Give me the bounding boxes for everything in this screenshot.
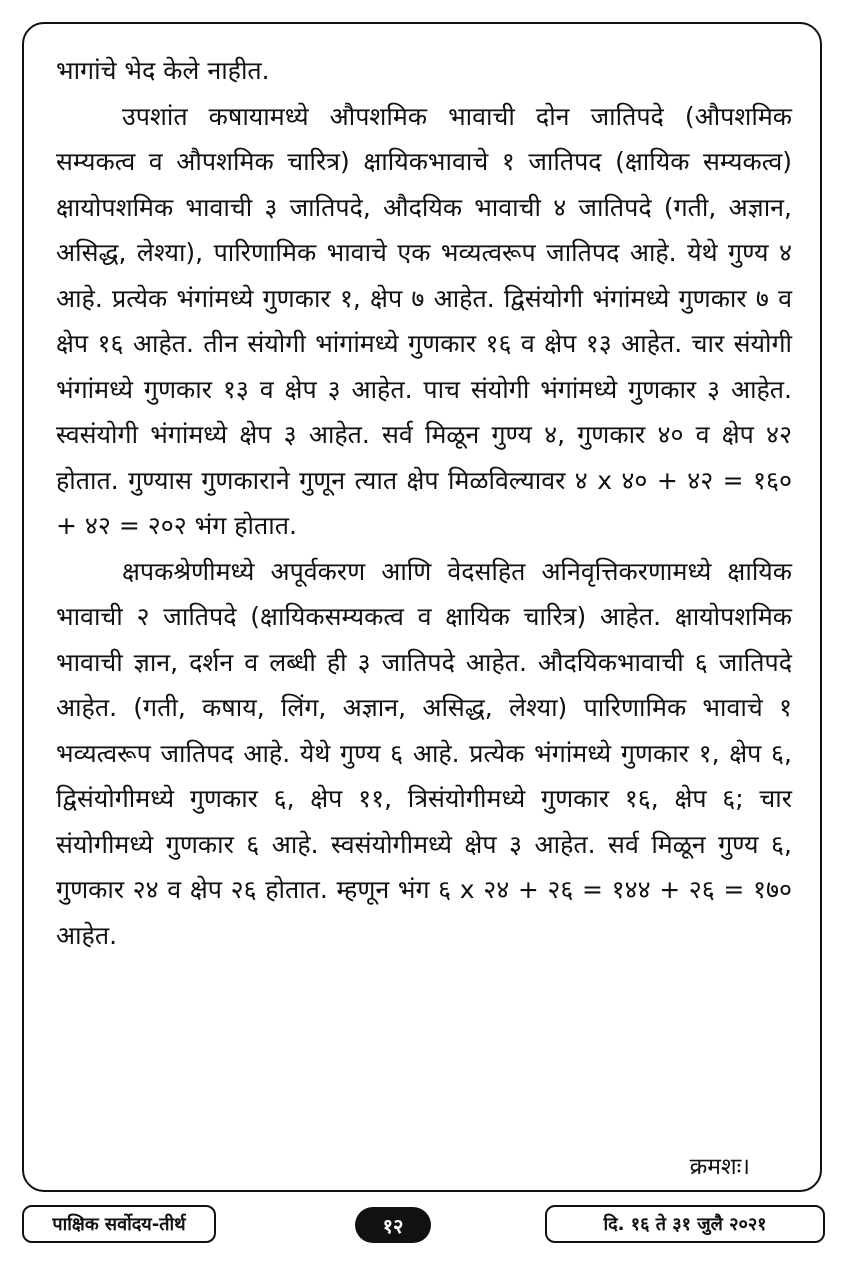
paragraph-continuation: भागांचे भेद केले नाहीत. xyxy=(56,56,270,85)
article-body xyxy=(56,48,792,958)
paragraph-upashant: उपशांत कषायामध्ये औपशमिक भावाची दोन जातिपदे (औपशमिक सम्यकत्व व औपशमिक चारित्र) क्षायिकभावाचे १ जातिपद (क्षायिक सम्यकत्व) क्षायोपशमिक भावाची ३ जातिपदे, औदयिक भावाची ४ जातिपदे (गती, अज्ञान, असिद्ध, लेश्या), पारिणामिक भावाचे एक भव्यत्वरूप जातिपद आहे. येथे गुण्य ४ आहे. प्रत्येक भंगांमध्ये गुणकार १, क्षेप ७ आहेत. द्विसंयोगी भंगांमध्ये गुणकार ७ व क्षेप १६ आहेत. तीन संयोगी भांगांमध्ये गुणकार १६ व क्षेप १३ आहेत. चार संयोगी भंगांमध्ये गुणकार १३ व क्षेप ३ आहेत. पाच संयोगी भंगांमध्ये गुणकार ३ आहेत. स्वसंयोगी भंगांमध्ये क्षेप ३ आहेत. सर्व मिळून गुण्य ४, गुणकार ४० व क्षेप ४२ होतात. गुण्यास गुणकाराने गुणून त्यात क्षेप मिळविल्यावर ४ x ४० + ४२ = १६० + ४२ = २०२ भंग होतात. xyxy=(56,101,792,540)
publication-name: पाक्षिक सर्वोदय-तीर्थ xyxy=(22,1205,216,1243)
issue-date: दि. १६ ते ३१ जुलै २०२१ xyxy=(545,1205,825,1243)
page-number: १२ xyxy=(355,1207,431,1243)
paragraph-kshapak: क्षपकश्रेणीमध्ये अपूर्वकरण आणि वेदसहित अनिवृत्तिकरणामध्ये क्षायिक भावाची २ जातिपदे (क्षायिकसम्यकत्व व क्षायिक चारित्र) आहेत. क्षायोपशमिक भावाची ज्ञान, दर्शन व लब्धी ही ३ जातिपदे आहेत. औदयिकभावाची ६ जातिपदे आहेत. (गती, कषाय, लिंग, अज्ञान, असिद्ध, लेश्या) पारिणामिक भावाचे १ भव्यत्वरूप जातिपद आहे. येथे गुण्य ६ आहे. प्रत्येक भंगांमध्ये गुणकार १, क्षेप ६, द्विसंयोगीमध्ये गुणकार ६, क्षेप ११, त्रिसंयोगीमध्ये गुणकार १६, क्षेप ६; चार संयोगीमध्ये गुणकार ६ आहे. स्वसंयोगीमध्ये क्षेप ३ आहेत. सर्व मिळून गुण्य ६, गुणकार २४ व क्षेप २६ होतात. म्हणून भंग ६ x २४ + २६ = १४४ + २६ = १७० आहेत. xyxy=(56,556,792,950)
to-be-continued-label: क्रमशः। xyxy=(689,1154,750,1180)
